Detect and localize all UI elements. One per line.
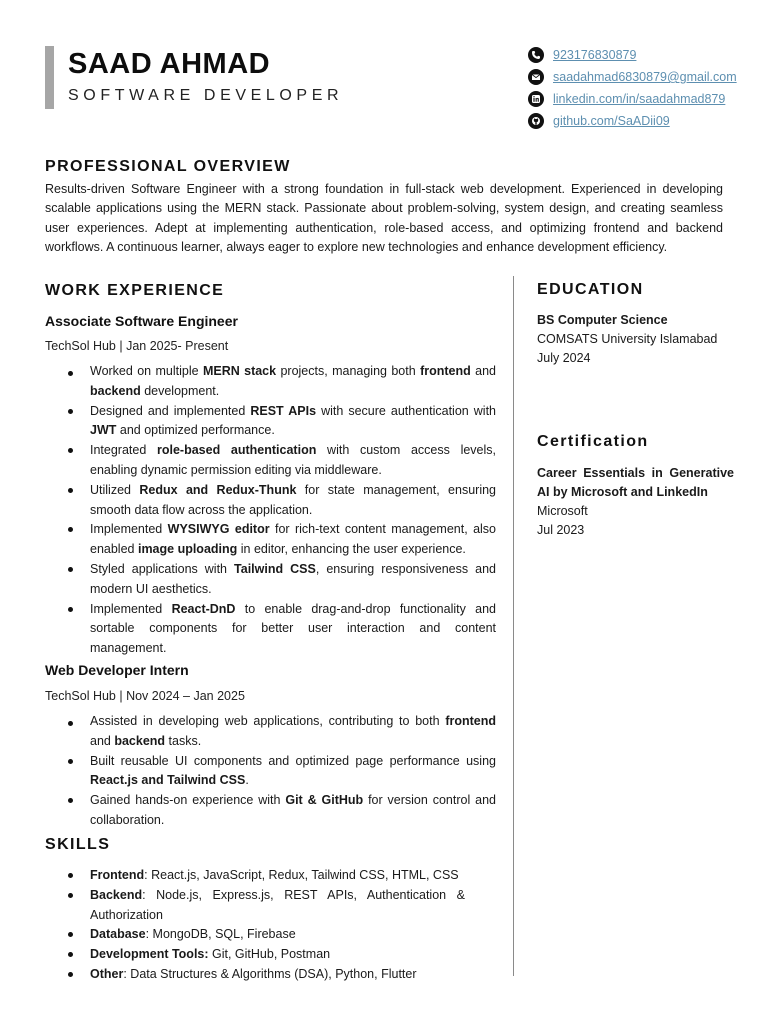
job-1-bullets — [45, 362, 496, 659]
job-bullet: Implemented React-DnD to enable drag-and-drop functionality and sortable components for better user interaction and content management. — [45, 600, 496, 659]
skill-item: Database: MongoDB, SQL, Firebase — [45, 925, 465, 945]
overview-text: Results-driven Software Engineer with a strong foundation in full-stack web development. Experienced in developing scalable applications using the MERN stack. Passionate about problem-solving, system design, and creating seamless user experiences. Adept at implementing authentication, role-based access, and optimizing frontend and backend workflows. A continuous learner, always eager to explore new technologies and enhance development efficiency. — [45, 182, 723, 254]
phone-icon — [528, 47, 544, 63]
education-school: COMSATS University Islamabad — [537, 332, 718, 346]
candidate-name: SAAD AHMAD — [68, 48, 271, 80]
contact-github — [528, 111, 670, 131]
emphasis-text: Backend — [90, 887, 143, 902]
contact-email — [528, 67, 737, 87]
emphasis-text: React.js and Tailwind CSS — [90, 773, 246, 788]
email-link[interactable]: saadahmad6830879@gmail.com — [553, 70, 737, 84]
emphasis-text: Redux and Redux-Thunk — [139, 482, 297, 497]
emphasis-text: MERN stack — [202, 364, 277, 378]
work-experience-heading: WORK EXPERIENCE — [45, 282, 225, 299]
emphasis-text: Development Tools: — [90, 947, 209, 962]
job-bullet: Assisted in developing web applications, contributing to both frontend and backend tasks. — [45, 712, 496, 752]
emphasis-text: JWT — [90, 423, 117, 438]
skill-item: Development Tools: Git, GitHub, Postman — [45, 945, 465, 965]
emphasis-text: frontend — [445, 714, 496, 728]
education-heading: EDUCATION — [537, 281, 644, 298]
emphasis-text: Database — [90, 927, 146, 942]
job-bullet: Designed and implemented REST APIs with secure authentication with JWT and optimized performance. — [45, 402, 496, 442]
job-meta-2: TechSol Hub | Nov 2024 – Jan 2025 — [45, 689, 245, 703]
column-divider — [513, 276, 514, 976]
emphasis-text: image uploading — [137, 542, 238, 557]
header-accent-bar — [45, 46, 54, 109]
emphasis-text: Frontend — [90, 868, 145, 882]
emphasis-text: WYSIWYG editor — [167, 522, 270, 537]
skills-list — [45, 866, 465, 985]
education-degree: BS Computer Science — [537, 313, 668, 327]
github-icon — [528, 113, 544, 129]
certification-date: Jul 2023 — [537, 523, 585, 537]
emphasis-text: backend — [114, 733, 166, 748]
job-bullet: Implemented WYSIWYG editor for rich-text content management, also enabled image uploading in editor, enhancing the user experience. — [45, 520, 496, 560]
contact-linkedin — [528, 89, 725, 109]
emphasis-text: role-based authentication — [157, 443, 317, 458]
github-link[interactable]: github.com/SaADii09 — [553, 114, 670, 128]
education-date: July 2024 — [537, 351, 591, 365]
certification-issuer: Microsoft — [537, 504, 588, 518]
job-meta-1: TechSol Hub | Jan 2025- Present — [45, 339, 229, 353]
certification-title: Career Essentials in Generative AI by Microsoft and LinkedIn — [537, 466, 734, 500]
emphasis-text: Git & GitHub — [285, 793, 364, 808]
emphasis-text: React-DnD — [171, 601, 236, 616]
job-title-2: Web Developer Intern — [45, 662, 189, 678]
job-2-bullets — [45, 712, 496, 831]
job-title-1: Associate Software Engineer — [45, 313, 238, 329]
job-bullet: Built reusable UI components and optimized page performance using React.js and Tailwind CSS. — [45, 752, 496, 792]
skill-item: Backend: Node.js, Express.js, REST APIs, Authentication & Authorization — [45, 886, 465, 926]
emphasis-text: backend — [90, 383, 141, 398]
certification-heading: Certification — [537, 433, 649, 450]
skill-item: Frontend: React.js, JavaScript, Redux, Tailwind CSS, HTML, CSS — [45, 866, 465, 886]
contact-phone — [528, 45, 636, 65]
job-bullet: Utilized Redux and Redux-Thunk for state management, ensuring smooth data flow across the application. — [45, 481, 496, 521]
skills-heading: SKILLS — [45, 836, 111, 853]
linkedin-link[interactable]: linkedin.com/in/saadahmad879 — [553, 92, 726, 106]
job-bullet: Styled applications with Tailwind CSS, ensuring responsiveness and modern UI aesthetics. — [45, 560, 496, 600]
phone-link[interactable]: 923176830879 — [553, 48, 637, 62]
job-bullet: Worked on multiple MERN stack projects, managing both frontend and backend development. — [45, 362, 496, 402]
emphasis-text: Other — [90, 966, 124, 981]
emphasis-text: REST APIs — [250, 403, 317, 418]
job-bullet: Integrated role-based authentication with custom access levels, enabling dynamic permission editing via middleware. — [45, 441, 496, 481]
email-icon — [528, 69, 544, 85]
job-bullet: Gained hands-on experience with Git & GitHub for version control and collaboration. — [45, 791, 496, 831]
overview-heading: PROFESSIONAL OVERVIEW — [45, 158, 291, 175]
emphasis-text: Tailwind CSS — [234, 561, 316, 576]
linkedin-icon — [528, 91, 544, 107]
emphasis-text: frontend — [420, 364, 471, 378]
candidate-role: SOFTWARE DEVELOPER — [68, 87, 344, 104]
skill-item: Other: Data Structures & Algorithms (DSA), Python, Flutter — [45, 965, 465, 985]
